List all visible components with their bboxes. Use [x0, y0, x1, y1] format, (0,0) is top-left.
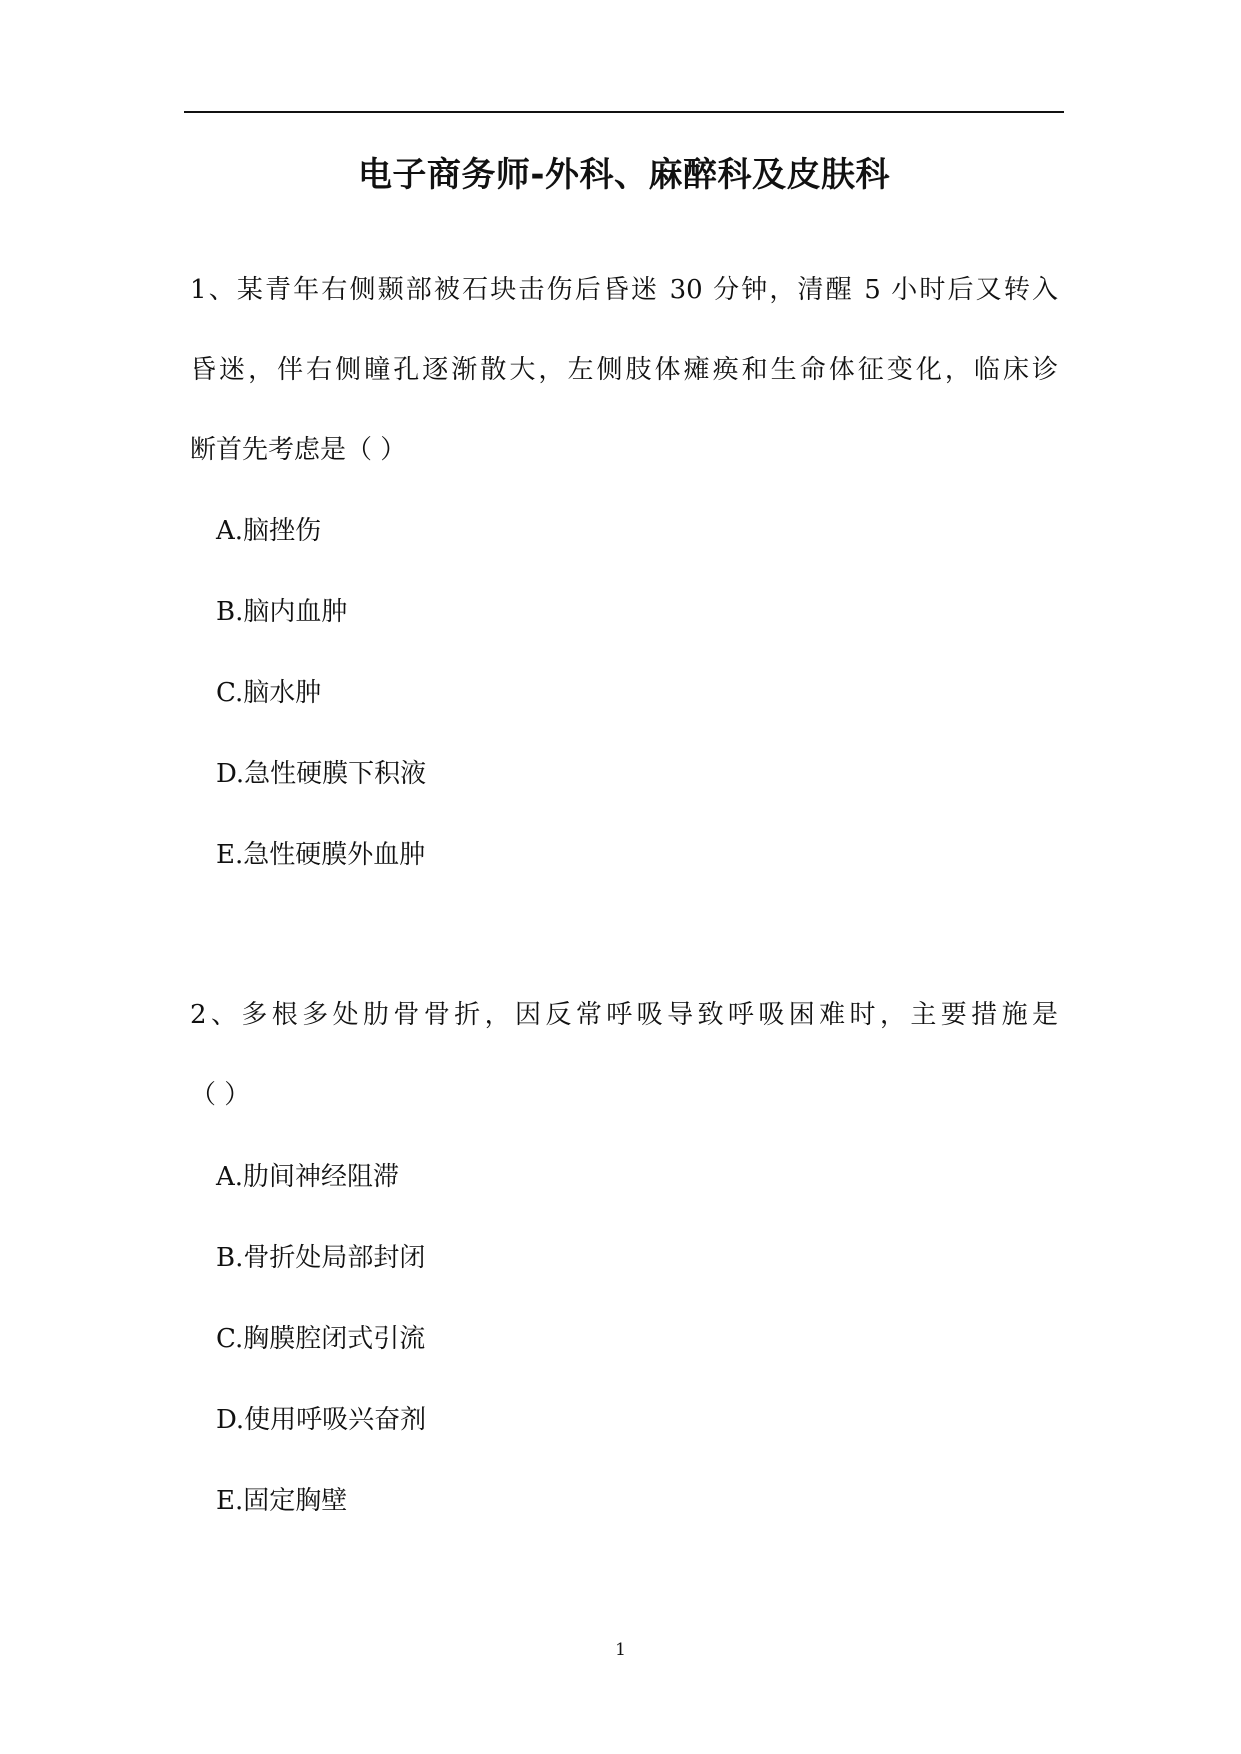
header-rule — [184, 111, 1064, 113]
question-1-text-line-3: 断首先考虑是（ ） — [190, 435, 407, 465]
question-2-text-line-1: 2、多根多处肋骨骨折，因反常呼吸导致呼吸困难时，主要措施是 — [190, 1000, 1058, 1030]
question-2-option-a: A.肋间神经阻滞 — [216, 1162, 400, 1192]
question-2-option-d: D.使用呼吸兴奋剂 — [216, 1405, 427, 1435]
question-1-text-line-2: 昏迷，伴右侧瞳孔逐渐散大，左侧肢体瘫痪和生命体征变化，临床诊 — [190, 355, 1058, 385]
page-number: 1 — [615, 1640, 626, 1660]
question-1-option-a: A.脑挫伤 — [216, 516, 322, 546]
question-2-option-e: E.固定胸壁 — [216, 1486, 348, 1516]
question-1-option-e: E.急性硬膜外血肿 — [216, 840, 426, 870]
document-title: 电子商务师-外科、麻醉科及皮肤科 — [357, 155, 891, 195]
question-2-option-b: B.骨折处局部封闭 — [216, 1243, 426, 1273]
question-2-option-c: C.胸膜腔闭式引流 — [216, 1324, 426, 1354]
question-2-text-line-2: （ ） — [190, 1080, 251, 1110]
question-1-option-d: D.急性硬膜下积液 — [216, 759, 427, 789]
question-1-text-line-1: 1、某青年右侧颞部被石块击伤后昏迷 30 分钟，清醒 5 小时后又转入 — [190, 275, 1058, 305]
question-1-option-c: C.脑水肿 — [216, 678, 322, 708]
question-1-option-b: B.脑内血肿 — [216, 597, 348, 627]
